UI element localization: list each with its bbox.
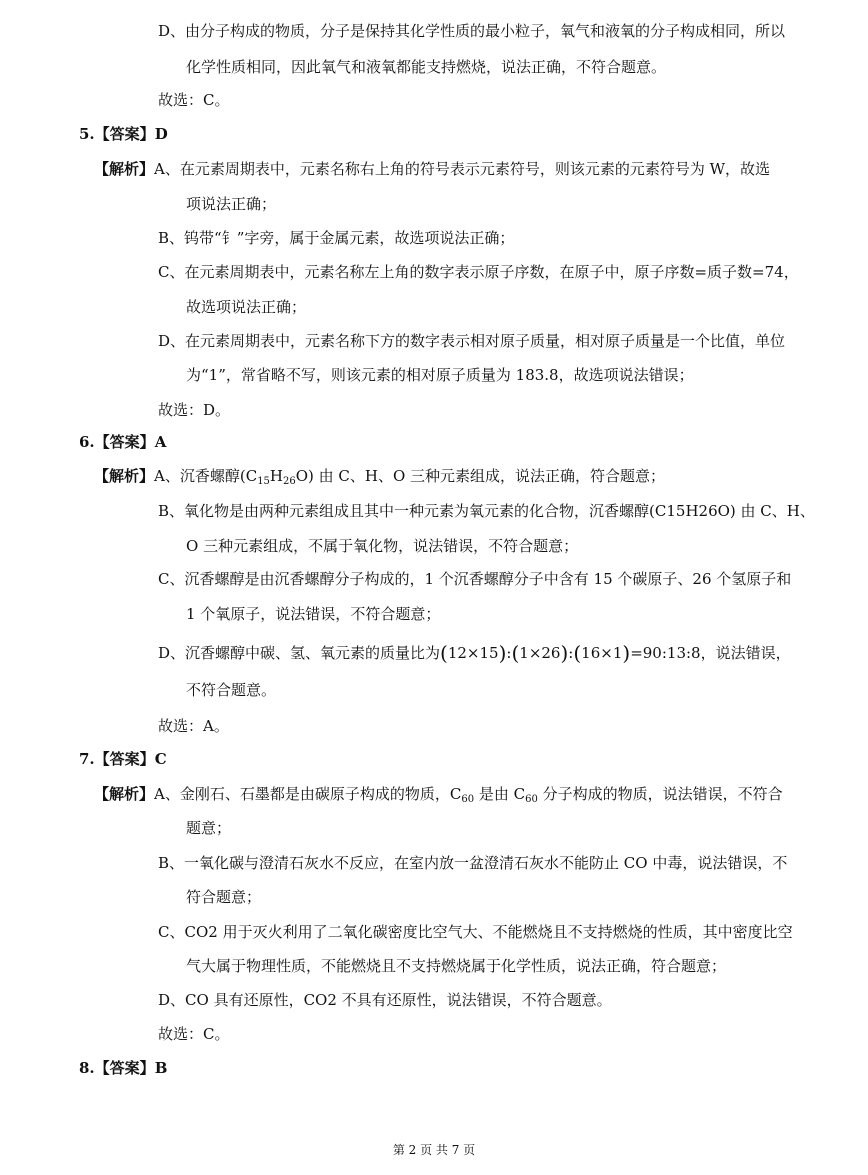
q7-choice: 故选：C。 [158, 1025, 230, 1043]
q7-number: 7. [79, 750, 95, 768]
q6-option-d-pre: D、沉香螺醇中碳、氢、氧元素的质量比为 [158, 644, 441, 662]
q6-analysis-tag: 【解析】 [94, 467, 155, 485]
q7-option-b-line2: 符合题意； [186, 888, 262, 906]
q6-option-c-line2: 1 个氧原子，说法错误，不符合题意； [186, 605, 441, 623]
q6-ratio-term-2: 1×26 [519, 644, 561, 662]
q4-option-d-line1: D、由分子构成的物质，分子是保持其化学性质的最小粒子，氧气和液氧的分子构成相同，所以 [158, 22, 786, 40]
q7-option-c-line2: 气大属于物理性质，不能燃烧且不支持燃烧属于化学性质，说法正确，符合题意； [186, 957, 727, 975]
page-number: 第 2 页 共 7 页 [392, 1143, 476, 1157]
q7-c60-sub-1: 60 [461, 794, 475, 805]
q7-answer-heading [79, 749, 167, 769]
q5-analysis-tag: 【解析】 [94, 160, 155, 178]
q6-option-a-post: O) 由 C、H、O 三种元素组成，说法正确，符合题意； [295, 467, 666, 485]
q6-option-a-line1 [94, 466, 665, 492]
q6-answer-tag: 【答案】 [94, 433, 155, 451]
q5-answer: D [154, 125, 168, 143]
q6-option-a-pre: A、沉香螺醇(C [154, 467, 258, 485]
q5-option-a-line1 [94, 159, 770, 179]
q6-formula-sub-c: 15 [257, 476, 270, 487]
q6-choice: 故选：A。 [158, 717, 229, 735]
q6-ratio-term-1: 12×15 [447, 644, 499, 662]
q5-option-d-line2: 为“1”，常省略不写，则该元素的相对原子质量为 183.8，故选项说法错误； [186, 366, 694, 384]
q8-answer-heading [79, 1058, 167, 1078]
q7-option-a-post: 分子构成的物质，说法错误，不符合 [537, 785, 783, 803]
q5-answer-heading [79, 124, 168, 144]
q6-option-b-line2: O 三种元素组成，不属于氧化物，说法错误，不符合题意； [186, 537, 579, 555]
q7-option-a-mid: 是由 C [474, 785, 526, 803]
q6-formula-sub-h: 26 [283, 476, 296, 487]
q8-answer-tag: 【答案】 [94, 1059, 155, 1077]
q5-choice: 故选：D。 [158, 401, 231, 419]
q6-option-d-line1: D、沉香螺醇中碳、氢、氧元素的质量比为(12×15):(1×26):(16×1)=90:13:8，说法错误， [158, 641, 791, 665]
q7-option-a-line1 [94, 784, 783, 810]
q5-option-d-line1: D、在元素周期表中，元素名称下方的数字表示相对原子质量，相对原子质量是一个比值，单位 [158, 332, 786, 350]
q6-option-d-post: ，说法错误， [700, 644, 791, 662]
q7-answer: C [154, 750, 167, 768]
q5-option-b-line1: B、钨带“钅”字旁，属于金属元素，故选项说法正确； [158, 229, 515, 247]
q5-option-c-line1: C、在元素周期表中，元素名称左上角的数字表示原子序数，在原子中，原子序数=质子数=74， [158, 263, 799, 281]
q7-c60-sub-2: 60 [525, 794, 538, 805]
q6-number: 6. [79, 433, 95, 451]
q4-option-d-line2: 化学性质相同，因此氧气和液氧都能支持燃烧，说法正确，不符合题意。 [186, 58, 667, 76]
q6-answer-heading [79, 432, 166, 452]
q7-option-b-line1: B、一氧化碳与澄清石灰水不反应，在室内放一盆澄清石灰水不能防止 CO 中毒，说法错误，不 [158, 854, 788, 872]
q7-option-c-line1: C、CO2 用于灭火利用了二氧化碳密度比空气大、不能燃烧且不支持燃烧的性质，其中密度比空 [158, 923, 793, 941]
q6-ratio-result: =90:13:8 [630, 644, 701, 662]
q6-option-b-line1: B、氧化物是由两种元素组成且其中一种元素为氧元素的化合物，沉香螺醇(C15H26O) 由 C、H、 [158, 502, 815, 520]
q7-analysis-tag: 【解析】 [94, 785, 155, 803]
q4-choice: 故选：C。 [158, 91, 230, 109]
q5-option-a-line2: 项说法正确； [186, 195, 277, 213]
q7-option-a-line2: 题意； [186, 819, 232, 837]
q5-number: 5. [79, 125, 95, 143]
q5-option-a-text: A、在元素周期表中，元素名称右上角的符号表示元素符号，则该元素的元素符号为 W，故选 [154, 160, 771, 178]
q7-option-d-line1: D、CO 具有还原性，CO2 不具有还原性，说法错误，不符合题意。 [158, 991, 612, 1009]
q5-option-c-line2: 故选项说法正确； [186, 298, 307, 316]
q8-number: 8. [79, 1059, 95, 1077]
q8-answer: B [154, 1059, 168, 1077]
q7-answer-tag: 【答案】 [94, 750, 155, 768]
q6-ratio-term-3: 16×1 [581, 644, 623, 662]
q6-option-d-line2: 不符合题意。 [186, 681, 277, 699]
q6-answer: A [154, 433, 167, 451]
q5-answer-tag: 【答案】 [94, 125, 155, 143]
q7-option-a-pre: A、金刚石、石墨都是由碳原子构成的物质，C [154, 785, 462, 803]
q6-option-c-line1: C、沉香螺醇是由沉香螺醇分子构成的，1 个沉香螺醇分子中含有 15 个碳原子、26 个氢原子和 [158, 570, 792, 588]
q6-formula-h: H [269, 467, 284, 485]
